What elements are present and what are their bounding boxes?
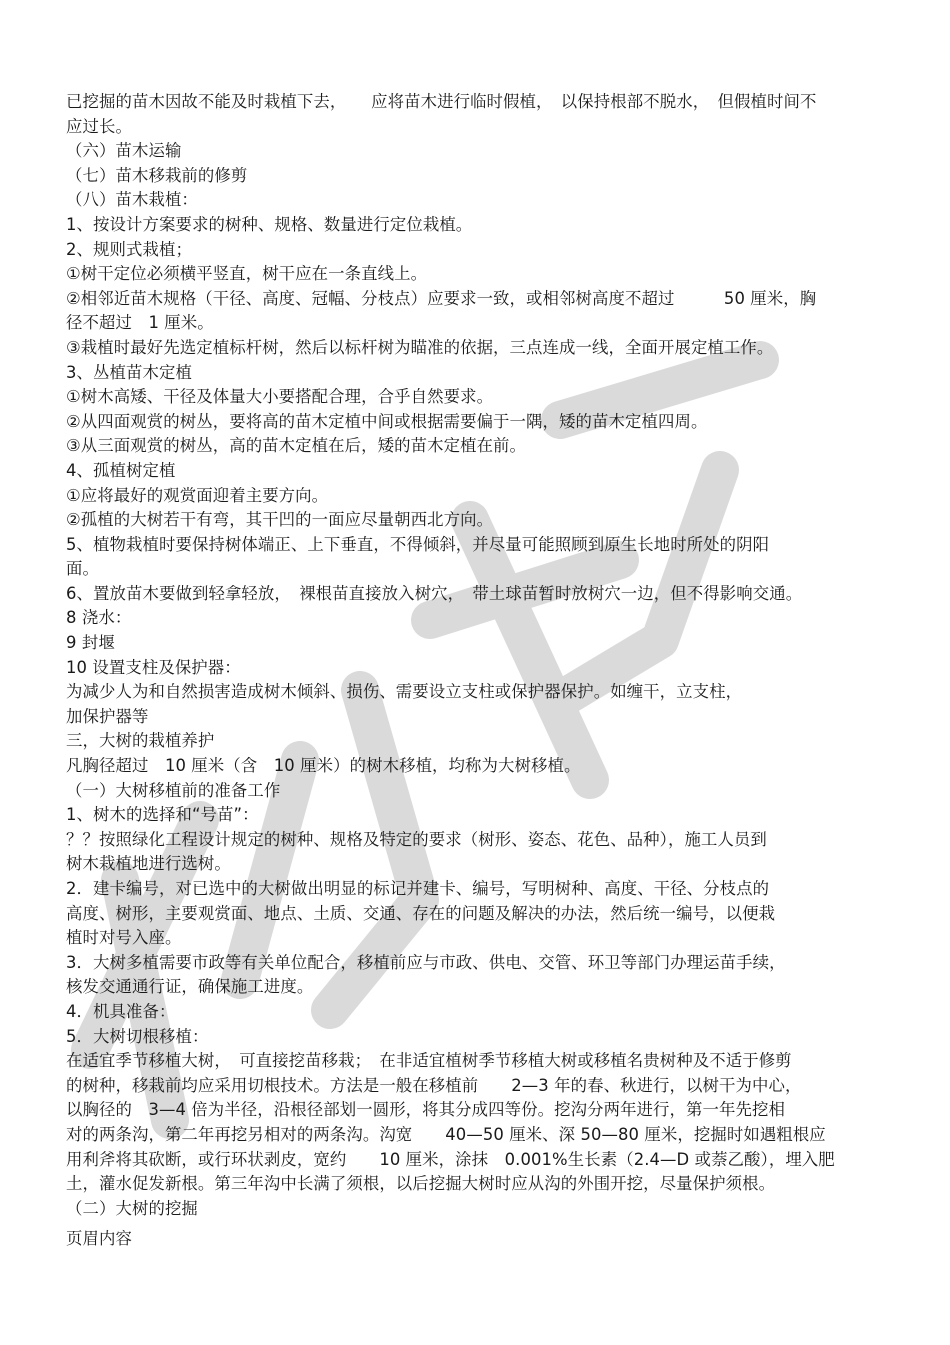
text-line: ②从四面观赏的树丛，要将高的苗木定植中间或根据需要偏于一隅，矮的苗木定植四周。	[66, 411, 708, 431]
text-line: 植时对号入座。	[66, 928, 182, 948]
text-line: 的树种，移栽前均应采用切根技术。方法是一般在移植前 2—3 年的春、秋进行，以树干为中心，	[66, 1075, 802, 1095]
text-line: 9 封堰	[66, 633, 115, 653]
text-line: 面。	[66, 559, 99, 579]
section-heading: （六）苗木运输	[66, 141, 182, 161]
text-line: ③栽植时最好先选定植标杆树，然后以标杆树为瞄准的依据，三点连成一线，全面开展定植工作。	[66, 337, 774, 357]
text-line: 土，灌水促发新根。第三年沟中长满了须根，以后挖掘大树时应从沟的外围开挖，尽量保护须根。	[66, 1174, 776, 1194]
text-line: 以胸径的 3—4 倍为半径，沿根径部划一圆形，将其分成四等份。挖沟分两年进行，第一年先挖相	[66, 1100, 785, 1120]
section-heading: （八）苗木栽植：	[66, 190, 198, 210]
text-line: 3、丛植苗木定植	[66, 362, 192, 382]
text-line: 凡胸径超过 10 厘米（含 10 厘米）的树木移植，均称为大树移植。	[66, 756, 581, 776]
text-line: ①树木高矮、干径及体量大小要搭配合理，合乎自然要求。	[66, 387, 494, 407]
text-line: 已挖掘的苗木因故不能及时栽植下去， 应将苗木进行临时假植， 以保持根部不脱水， 但假植时间不	[66, 92, 817, 111]
text-line: 径不超过 1 厘米。	[66, 313, 214, 333]
text-line: ②孤植的大树若干有弯，其干凹的一面应尽量朝西北方向。	[66, 510, 494, 530]
text-line: 加保护器等	[66, 706, 149, 726]
text-line: 树木栽植地进行选树。	[66, 854, 231, 874]
text-line: ？？按照绿化工程设计规定的树种、规格及特定的要求（树形、姿态、花色、品种），施工人员到	[66, 829, 767, 849]
text-line: 1、树木的选择和“号苗”：	[66, 805, 259, 825]
text-line: ①应将最好的观赏面迎着主要方向。	[66, 485, 329, 505]
text-line: ③从三面观赏的树丛，高的苗木定植在后，矮的苗木定植在前。	[66, 436, 527, 456]
section-heading: （七）苗木移栽前的修剪	[66, 165, 248, 185]
section-heading: （二）大树的挖掘	[66, 1198, 198, 1218]
text-line: 对的两条沟，第二年再挖另相对的两条沟。沟宽 40—50 厘米、深 50—80 厘米，挖掘时如遇粗根应	[66, 1124, 826, 1144]
text-line: 在适宜季节移植大树， 可直接挖苗移栽； 在非适宜植树季节移植大树或移植名贵树种及不适于修剪	[66, 1051, 792, 1071]
section-heading: （一）大树移植前的准备工作	[66, 780, 281, 800]
text-line: 4．机具准备：	[66, 1001, 176, 1021]
text-line: 2．建卡编号，对已选中的大树做出明显的标记并建卡、编号，写明树种、高度、干径、分枝点的	[66, 879, 770, 898]
text-line: 5．大树切根移植：	[66, 1026, 209, 1046]
text-line: 为减少人为和自然损害造成树木倾斜、损伤、需要设立支柱或保护器保护。如缠干，立支柱，	[66, 682, 743, 702]
text-line: 6、置放苗木要做到轻拿轻放， 裸根苗直接放入树穴， 带土球苗暂时放树穴一边，但不得影响交通。	[66, 583, 803, 603]
text-line: 10 设置支柱及保护器：	[66, 657, 241, 677]
text-line: 核发交通通行证，确保施工进度。	[66, 977, 314, 997]
section-heading: 三，大树的栽植养护	[66, 731, 215, 751]
text-line: 1、按设计方案要求的树种、规格、数量进行定位栽植。	[66, 214, 473, 234]
text-line: 用利斧将其砍断，或行环状剥皮，宽约 10 厘米，涂抹 0.001%生长素（2.4—D 或萘乙酸），埋入肥	[66, 1149, 835, 1169]
text-line: 应过长。	[66, 116, 132, 136]
text-line: ①树干定位必须横平竖直，树干应在一条直线上。	[66, 264, 428, 284]
text-line: 2、规则式栽植；	[66, 239, 192, 259]
document-body	[66, 90, 886, 1252]
text-line: 高度、树形，主要观赏面、地点、土质、交通、存在的问题及解决的办法，然后统一编号，以便栽	[66, 903, 776, 923]
text-line: 3．大树多植需要市政等有关单位配合，移植前应与市政、供电、交管、环卫等部门办理运苗手续，	[66, 952, 786, 972]
text-line: ②相邻近苗木规格（干径、高度、冠幅、分枝点）应要求一致，或相邻树高度不超过 50 厘米，胸	[66, 288, 817, 308]
text-line: 4、孤植树定植	[66, 460, 176, 480]
page-header-text: 页眉内容	[66, 1229, 132, 1249]
text-line: 8 浇水：	[66, 608, 132, 628]
text-line: 5、植物栽植时要保持树体端正、上下垂直，不得倾斜，并尽量可能照顾到原生长地时所处的阴阳	[66, 534, 770, 554]
